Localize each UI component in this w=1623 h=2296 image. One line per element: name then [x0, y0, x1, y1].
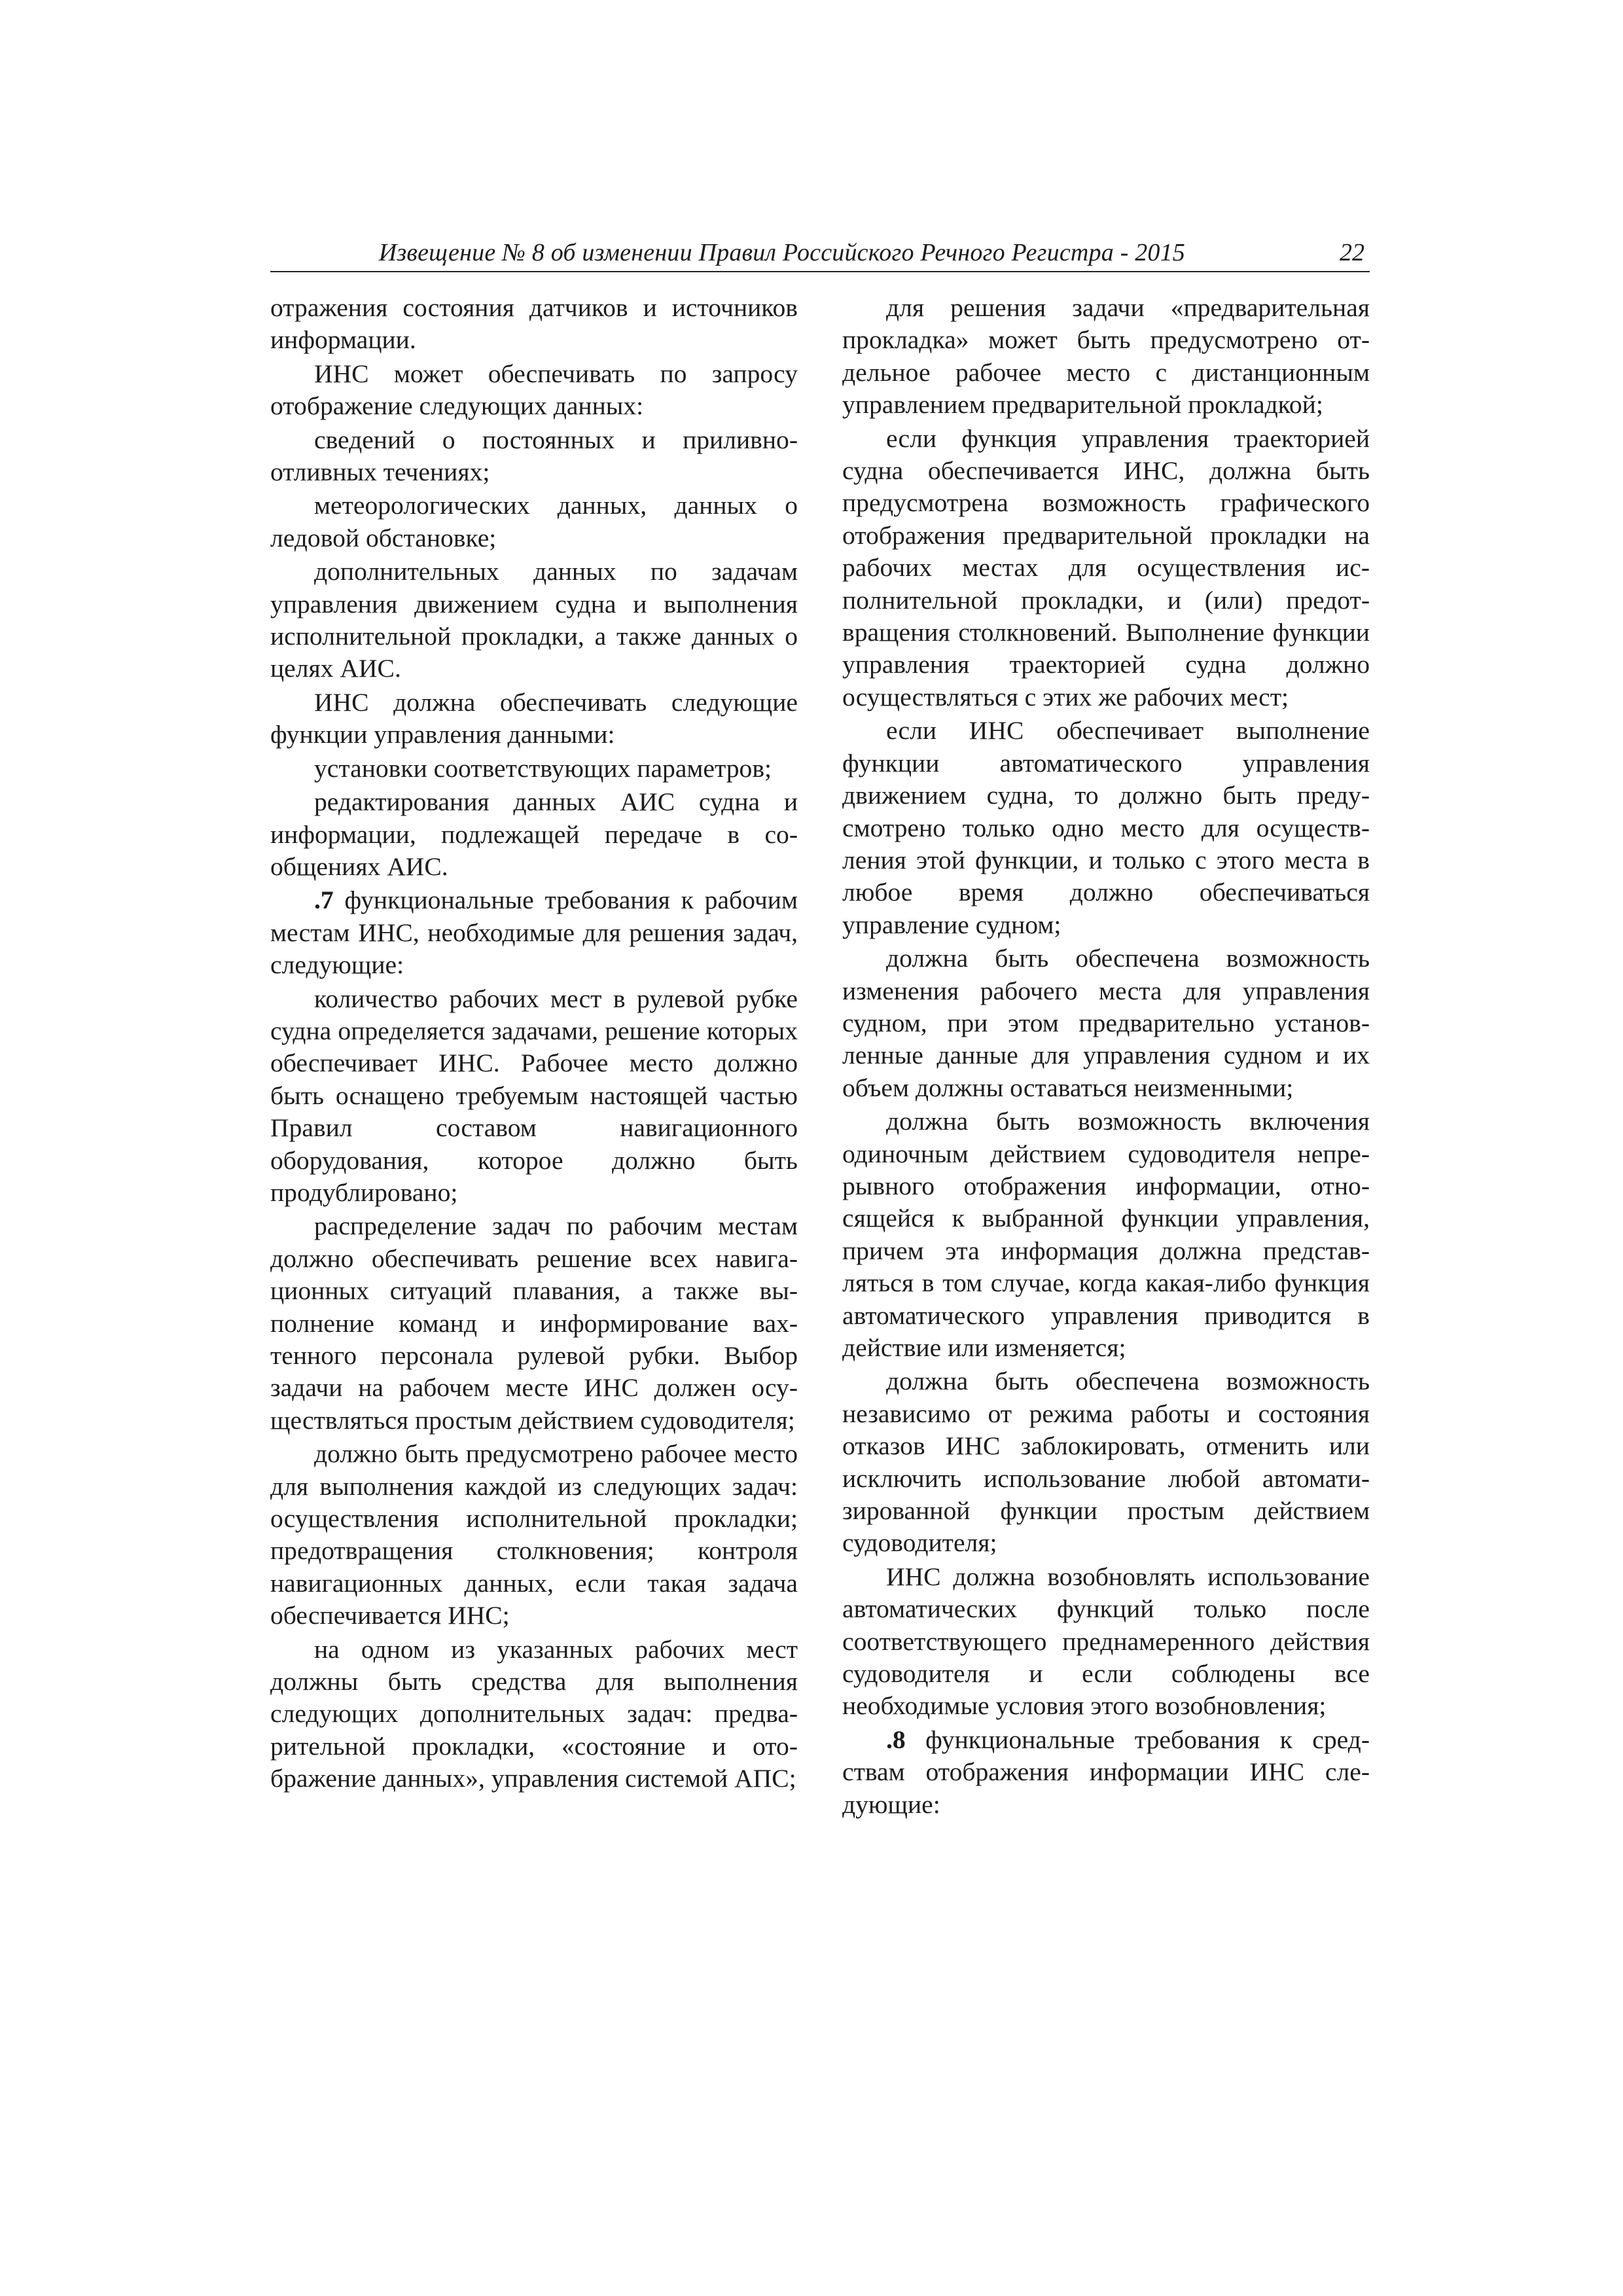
right-column — [842, 292, 1370, 1822]
paragraph: метеорологических данных, данных о ледовой обстановке; — [270, 491, 798, 552]
paragraph: отражения состояния датчиков и источников информации. — [270, 293, 798, 355]
paragraph: ИНС должна обеспечивать следующие функции управления данными: — [270, 687, 798, 749]
paragraph: должно быть предусмотрено рабочее место для выполнения каждой из следующих задач: осуществления исполнительной прокладки; предотвращения столкновения; контроля навигационных данных, если такая задача обеспечивается ИНС; — [270, 1439, 798, 1630]
paragraph: сведений о постоянных и приливноотливных течениях; — [270, 425, 798, 487]
paragraph: должна быть обеспечена возможность независимо от режима работы и состояния отказов ИНС заблокировать, отменить или исключить использование любой автоматизированной функции простым действием судоводителя; — [842, 1367, 1370, 1558]
paragraph: редактирования данных АИС судна и информации, подлежащей передаче в сообщениях АИС. — [270, 787, 798, 881]
paragraph: количество рабочих мест в рулевой рубке судна определяется задачами, решение которых обеспечивает ИНС. Рабочее место должно быть оснащено требуемым настоящей частью Правил составом навигационного оборудования, которое должно быть продублировано; — [270, 984, 798, 1207]
running-header-title: Извещение № 8 об изменении Правил Российского Речного Регистра - 2015 — [378, 239, 1185, 266]
item-number: .8 — [886, 1725, 906, 1754]
left-column — [270, 292, 798, 1797]
paragraph: должна быть возможность включения одиночным действием судоводителя непрерывного отображения информации, относящейся к выбранной функции управления, причем эта информация должна представляться в том случае, когда какая-либо функция автоматического управления приводится в действие или изменяется; — [842, 1107, 1370, 1362]
paragraph: дополнительных данных по задачам управления движением судна и выполнения исполнительной прокладки, а также данных о целях АИС. — [270, 557, 798, 683]
paragraph: ИНС должна возобновлять использование автоматических функций только после соответствующего преднамеренного действия судоводителя и если соблюдены все необходимые условия этого возобновления; — [842, 1562, 1370, 1721]
numbered-paragraph: .7 функциональные требования к рабочим местам ИНС, необходимые для решения задач, следующие: — [270, 886, 798, 980]
page-number: 22 — [1340, 239, 1364, 266]
paragraph: если ИНС обеспечивает выполнение функции автоматического управления движением судна, то должно быть предусмотрено только одно место для осуществления этой функции, и только с этого места в любое время должно обеспечиваться управление судном; — [842, 716, 1370, 939]
paragraph: ИНС может обеспечивать по запросу отображение следующих данных: — [270, 359, 798, 421]
paragraph: установки соответствующих параметров; — [314, 753, 772, 783]
item-number: .7 — [314, 886, 334, 915]
header-divider — [270, 271, 1370, 272]
paragraph: если функция управления траекторией судна обеспечивается ИНС, должна быть предусмотрена возможность графического отображения предварительной прокладки на рабочих местах для осуществления исполнительной прокладки, и (или) предотвращения столкновений. Выполнение функции управления траекторией судна должно осуществляться с этих же рабочих мест; — [842, 423, 1370, 711]
paragraph: распределение задач по рабочим местам должно обеспечивать решение всех навигационных ситуаций плавания, а также выполнение команд и информирование вахтенного персонала рулевой рубки. Выбор задачи на рабочем месте ИНС должен осуществляться простым действием судоводителя; — [270, 1211, 798, 1435]
paragraph: на одном из указанных рабочих мест должны быть средства для выполнения следующих дополнительных задач: предварительной прокладки, «состояние и отображение данных», управления системой АПС; — [270, 1634, 798, 1793]
numbered-paragraph: .8 функциональные требования к средствам отображения информации ИНС следующие: — [842, 1725, 1370, 1819]
running-header — [270, 238, 1370, 271]
paragraph: для решения задачи «предварительная прокладка» может быть предусмотрено отдельное рабочее место с дистанционным управлением предварительной прокладкой; — [842, 293, 1370, 420]
paragraph: должна быть обеспечена возможность изменения рабочего места для управления судном, при этом предварительно установленные данные для управления судном и их объем должны оставаться неизменными; — [842, 944, 1370, 1102]
